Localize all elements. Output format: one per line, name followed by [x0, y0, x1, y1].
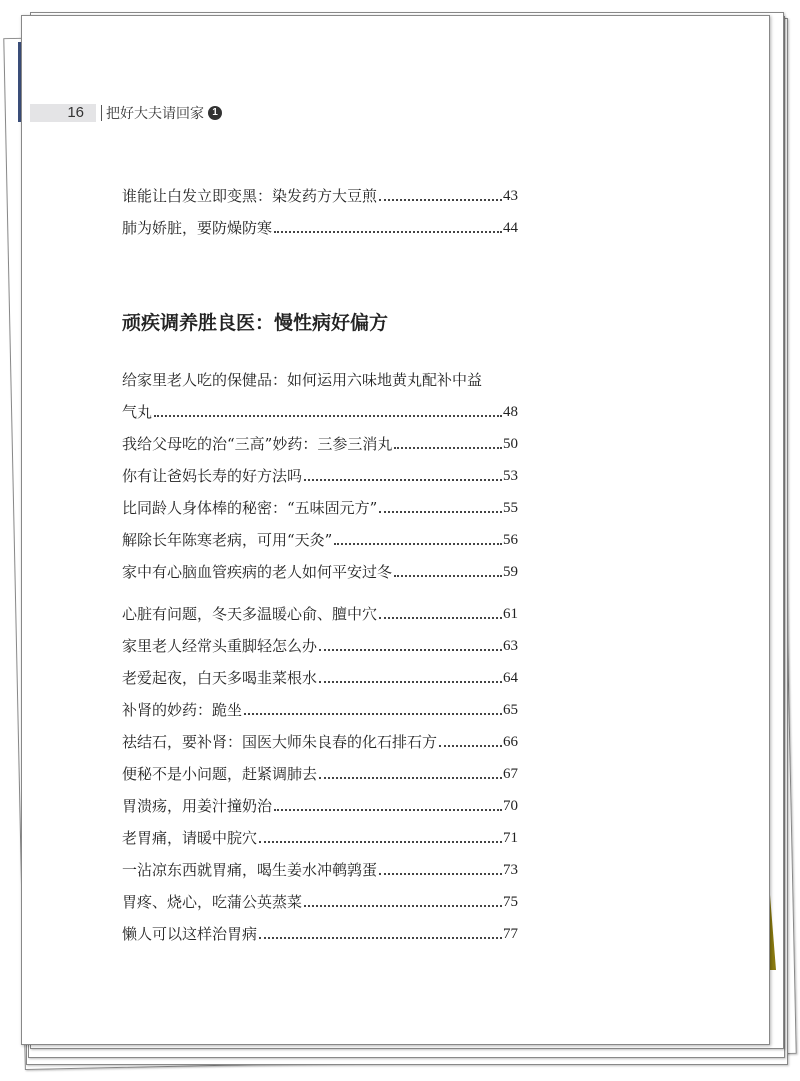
- toc-entry-page: 61: [503, 606, 518, 622]
- page-number: 16: [30, 104, 96, 122]
- toc-entry-page: 59: [503, 564, 518, 580]
- dot-leader: [379, 873, 502, 875]
- dot-leader: [304, 905, 502, 907]
- toc-entry[interactable]: [122, 422, 518, 454]
- toc-entry-title: 一沾凉东西就胃痛，喝生姜水冲鹌鹑蛋: [122, 861, 378, 879]
- dot-leader: [439, 745, 502, 747]
- toc-entry-page: 71: [503, 830, 518, 846]
- toc-entry-title: 气丸: [122, 403, 153, 421]
- header-divider: [101, 105, 102, 121]
- toc-entry-page: 73: [503, 862, 518, 878]
- running-header: [30, 104, 222, 122]
- toc-entry-page: 56: [503, 532, 518, 548]
- toc-entry-page: 43: [503, 188, 518, 204]
- toc-entry-page: 77: [503, 926, 518, 942]
- toc-entry-title: 老爱起夜，白天多喝韭菜根水: [122, 669, 318, 687]
- dot-leader: [319, 681, 502, 683]
- toc-entry-title: 祛结石，要补肾：国医大师朱良春的化石排石方: [122, 733, 438, 751]
- dot-leader: [274, 809, 502, 811]
- dot-leader: [154, 415, 502, 417]
- toc-entry[interactable]: [122, 688, 518, 720]
- toc-entry[interactable]: [122, 206, 518, 238]
- toc-entry[interactable]: [122, 656, 518, 688]
- toc-entry-title: 老胃痛，请暖中脘穴: [122, 829, 258, 847]
- toc-entry-page: 53: [503, 468, 518, 484]
- toc-entry-title: 胃疼、烧心，吃蒲公英蒸菜: [122, 893, 303, 911]
- toc-entry[interactable]: [122, 752, 518, 784]
- toc-entry[interactable]: [122, 816, 518, 848]
- toc-entry-line[interactable]: 给家里老人吃的保健品：如何运用六味地黄丸配补中益: [122, 371, 483, 389]
- toc-entry-page: 67: [503, 766, 518, 782]
- toc-entry-title: 补肾的妙药：跪坐: [122, 701, 243, 719]
- toc-entry-title: 肺为娇脏，要防燥防寒: [122, 219, 273, 237]
- toc-page: [21, 15, 770, 1045]
- toc-entry-page: 64: [503, 670, 518, 686]
- toc-entry-title: 便秘不是小问题，赶紧调肺去: [122, 765, 318, 783]
- toc-entry-page: 50: [503, 436, 518, 452]
- dot-leader: [319, 649, 502, 651]
- dot-leader: [259, 937, 502, 939]
- toc-entry-title: 家里老人经常头重脚轻怎么办: [122, 637, 318, 655]
- toc-entry-page: 63: [503, 638, 518, 654]
- volume-badge: 1: [208, 106, 222, 120]
- toc-entry-title: 我给父母吃的治“三高”妙药：三参三消丸: [122, 435, 393, 453]
- toc-entry-page: 66: [503, 734, 518, 750]
- toc-entry-title: 心脏有问题，冬天多温暖心俞、膻中穴: [122, 605, 378, 623]
- dot-leader: [394, 447, 502, 449]
- toc-entry[interactable]: [122, 624, 518, 656]
- toc-entry-title: 你有让爸妈长寿的好方法吗: [122, 467, 303, 485]
- dot-leader: [334, 543, 502, 545]
- toc-entry-page: 55: [503, 500, 518, 516]
- toc-entry-title: 家中有心脑血管疾病的老人如何平安过冬: [122, 563, 393, 581]
- toc-entry[interactable]: [122, 848, 518, 880]
- toc-list-top: [122, 174, 518, 238]
- dot-leader: [304, 479, 502, 481]
- toc-entry-page: 65: [503, 702, 518, 718]
- toc-entry-title: 比同龄人身体棒的秘密：“五味固元方”: [122, 499, 378, 517]
- toc-entry-title: 胃溃疡，用姜汁撞奶治: [122, 797, 273, 815]
- toc-entry-page: 75: [503, 894, 518, 910]
- dot-leader: [394, 575, 502, 577]
- dot-leader: [274, 231, 502, 233]
- section-title: 顽疾调养胜良医：慢性病好偏方: [122, 312, 389, 334]
- dot-leader: [319, 777, 502, 779]
- toc-list-section-cont: [122, 592, 518, 944]
- toc-entry-title: 懒人可以这样治胃病: [122, 925, 258, 943]
- dot-leader: [244, 713, 502, 715]
- toc-entry-page: 44: [503, 220, 518, 236]
- toc-entry-page: 70: [503, 798, 518, 814]
- dot-leader: [259, 841, 502, 843]
- dot-leader: [379, 511, 502, 513]
- toc-entry-title: 解除长年陈寒老病，可用“天灸”: [122, 531, 333, 549]
- dot-leader: [379, 617, 502, 619]
- toc-entry[interactable]: [122, 174, 518, 206]
- toc-entry[interactable]: [122, 550, 518, 582]
- toc-entry[interactable]: [122, 880, 518, 912]
- toc-entry[interactable]: [122, 912, 518, 944]
- toc-entry-title: 谁能让白发立即变黑：染发药方大豆煎: [122, 187, 378, 205]
- toc-entry[interactable]: [122, 518, 518, 550]
- toc-entry[interactable]: [122, 486, 518, 518]
- toc-entry[interactable]: [122, 720, 518, 752]
- dot-leader: [379, 199, 502, 201]
- toc-entry-page: 48: [503, 404, 518, 420]
- toc-list-section: [122, 358, 518, 582]
- toc-entry[interactable]: [122, 592, 518, 624]
- toc-entry[interactable]: [122, 454, 518, 486]
- book-title: 把好大夫请回家: [106, 106, 204, 122]
- toc-entry[interactable]: [122, 390, 518, 422]
- toc-entry[interactable]: [122, 784, 518, 816]
